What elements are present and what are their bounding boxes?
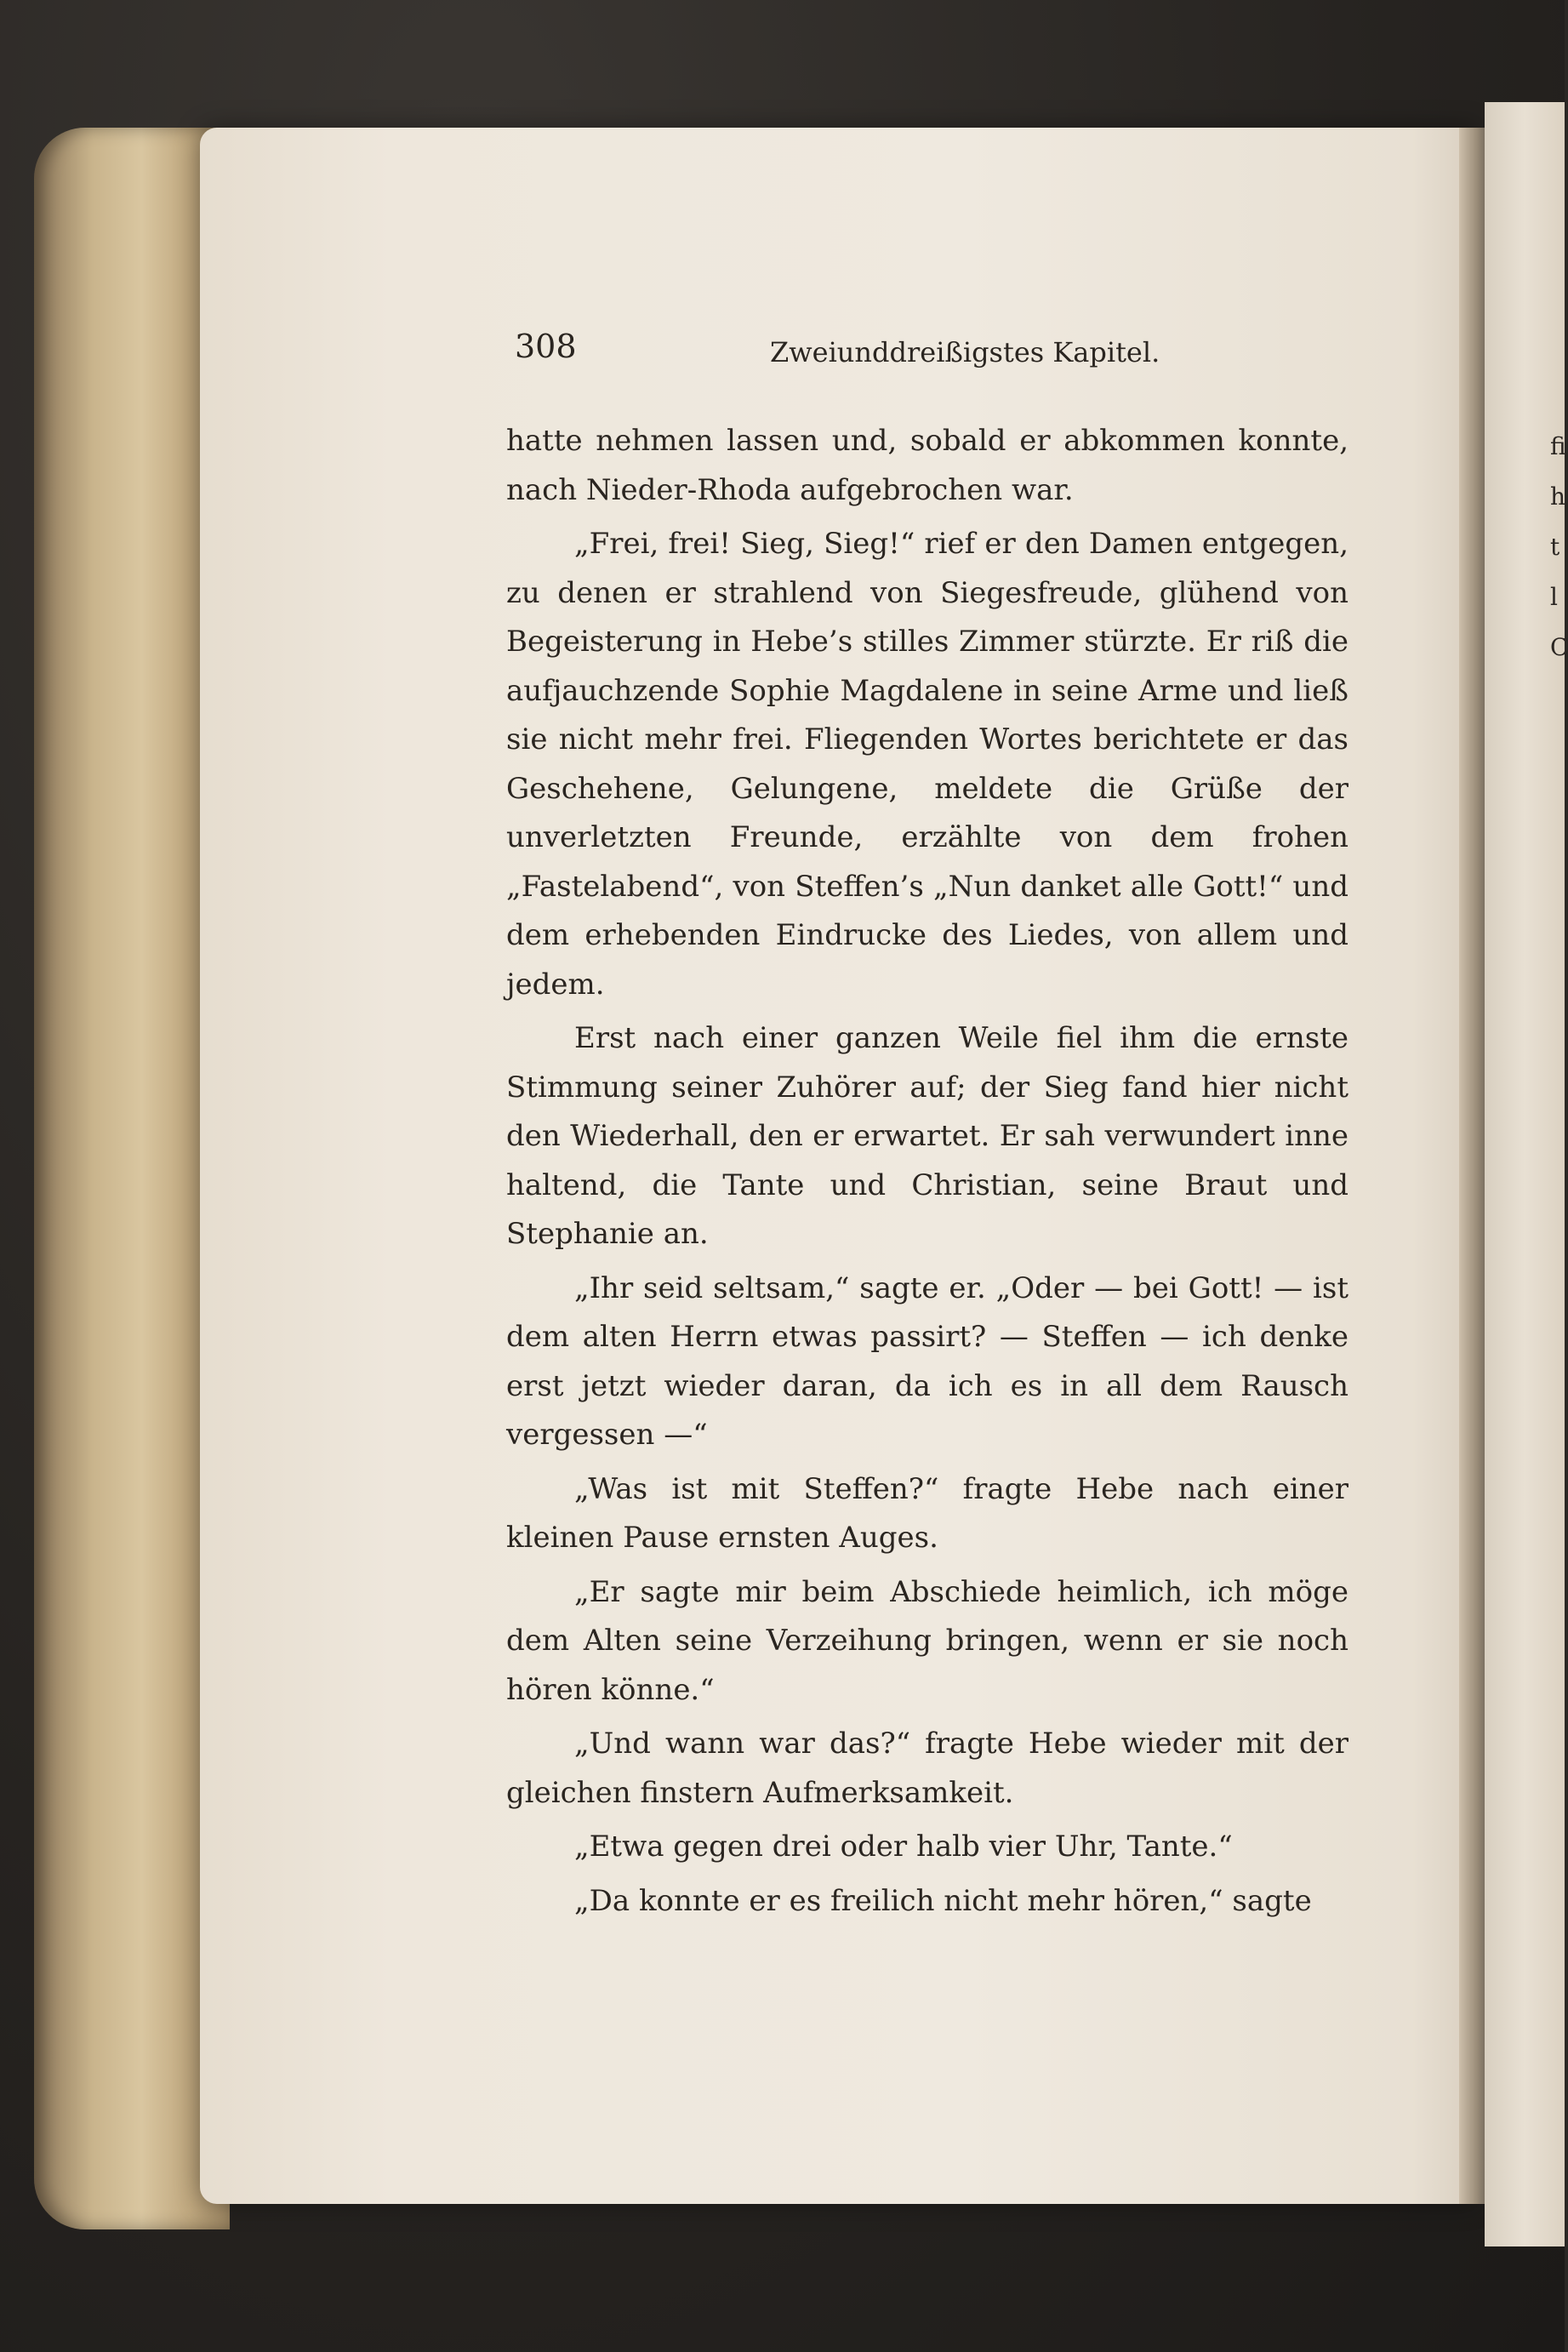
paragraph: hatte nehmen lassen und, sobald er abkommen konnte, nach Nieder-Rhoda aufgebrochen war.: [506, 424, 1348, 507]
page-header: [515, 328, 1160, 370]
paragraph: „Was ist mit Steffen?“ fragte Hebe nach einer kleinen Pause ernsten Auges.: [506, 1471, 1348, 1555]
facing-fragment: h: [1550, 482, 1566, 511]
facing-fragment: l: [1550, 583, 1558, 611]
paragraph: „Frei, frei! Sieg, Sieg!“ rief er den Damen entgegen, zu denen er strahlend von Siegesfreude, glühend von Begeisterung in Hebe’s stilles Zimmer stürzte. Er riß die aufjauchzende Sophie Magdalene in seine Arme und ließ sie nicht mehr frei. Fliegenden Wortes berichtete er das Geschehene, Gelungene, meldete die Grüße der unverletzten Freunde, erzählte von dem frohen „Fastelabend“, von Steffen’s „Nun danket alle Gott!“ und dem erhebenden Eindrucke des Liedes, von allem und jedem.: [506, 527, 1348, 1002]
paragraph: „Und wann war das?“ fragte Hebe wieder mit der gleichen finstern Aufmerksamkeit.: [506, 1727, 1348, 1810]
facing-page-fragments: [1550, 421, 1568, 672]
body-text: [506, 417, 1348, 1926]
paragraph: Erst nach einer ganzen Weile fiel ihm die ernste Stimmung seiner Zuhörer auf; der Sieg fand hier nicht den Wiederhall, den er erwartet. Er sah verwundert inne haltend, die Tante und Christian, seine Braut und Stephanie an.: [506, 1021, 1348, 1251]
facing-fragment: fi: [1550, 432, 1566, 460]
facing-fragment: C: [1550, 633, 1568, 661]
paragraph: „Ihr seid seltsam,“ sagte er. „Oder — bei Gott! — ist dem alten Herrn etwas passirt? — Steffen — ich denke erst jetzt wieder daran, da ich es in all dem Rausch vergessen —“: [506, 1270, 1348, 1452]
paragraph: „Er sagte mir beim Abschiede heimlich, ich möge dem Alten seine Verzeihung bringen, wenn er sie noch hören könne.“: [506, 1574, 1348, 1707]
paragraph: „Etwa gegen drei oder halb vier Uhr, Tante.“: [574, 1830, 1233, 1864]
paragraph: „Da konnte er es freilich nicht mehr hören,“ sagte: [574, 1883, 1312, 1918]
page-number: 308: [515, 328, 577, 365]
running-head: Zweiunddreißigstes Kapitel.: [770, 336, 1160, 368]
facing-fragment: t: [1550, 533, 1560, 561]
